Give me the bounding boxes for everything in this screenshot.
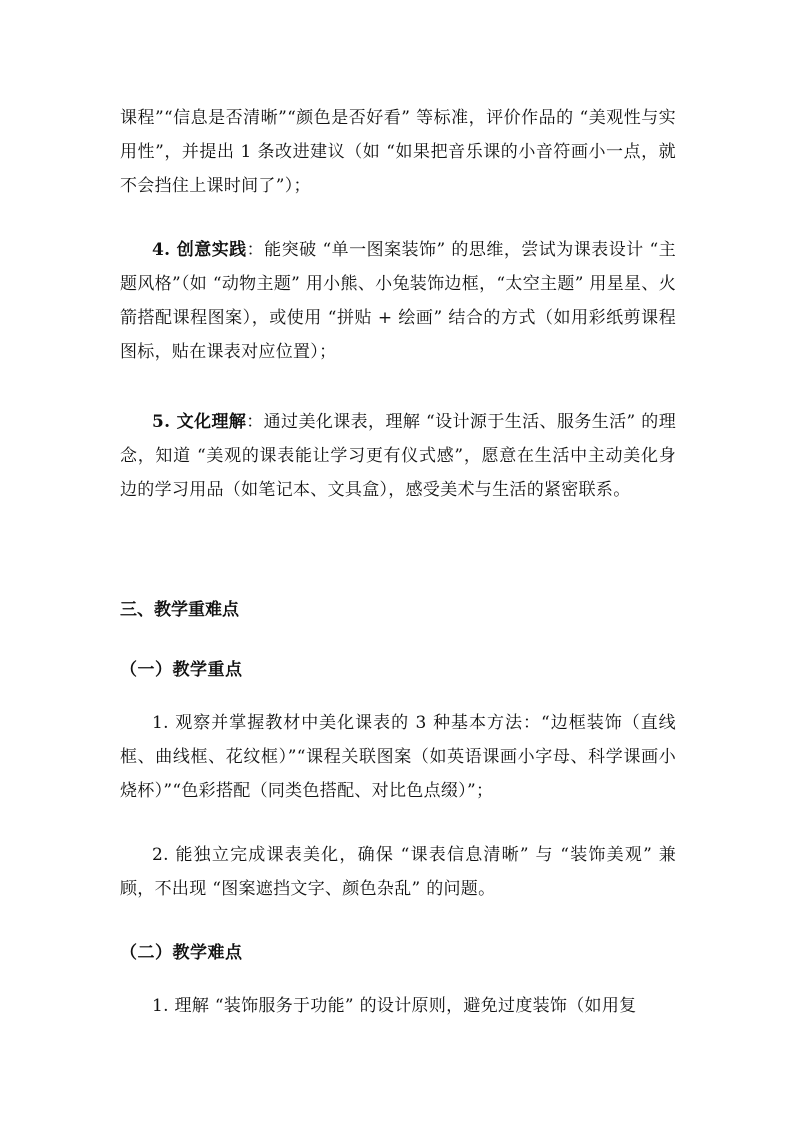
item-number: 1. — [152, 996, 169, 1016]
paragraph-continuation: 课程”“信息是否清晰”“颜色是否好看” 等标准，评价作品的 “美观性与实用性”，并提出 1 条改进建议（如 “如果把音乐课的小音符画小一点，就不会挡住上课时间了”）； — [120, 108, 676, 196]
difficulty-item-1 — [120, 989, 676, 1023]
item-number: 2. — [152, 845, 169, 865]
paragraph-text: ：通过美化课表，理解 “设计源于生活、服务生活” 的理念，知道 “美观的课表能让学习更有仪式感”，愿意在生活中主动美化身边的学习用品（如笔记本、文具盒），感受美术与生活的紧密联系。 — [120, 412, 677, 500]
subsection-heading-key-points: （一）教学重点 — [120, 660, 243, 680]
paragraph-cultural-understanding — [120, 405, 676, 507]
item-text: 理解 “装饰服务于功能” 的设计原则，避免过度装饰（如用复 — [168, 996, 637, 1016]
subsection-heading-difficulties: （二）教学难点 — [120, 943, 243, 963]
item-number: 1. — [152, 713, 169, 733]
paragraph-label: 4. 创意实践 — [152, 240, 247, 260]
paragraph-creative-practice — [120, 233, 676, 369]
key-point-item-1 — [120, 706, 676, 808]
paragraph-text: ：能突破 “单一图案装饰” 的思维，尝试为课表设计 “主题风格”（如 “动物主题” 用小熊、小兔装饰边框，“太空主题” 用星星、火箭搭配课程图案），或使用 “拼贴 + 绘画” 结合的方式（如用彩纸剪课程图标，贴在课表对应位置）； — [120, 240, 677, 362]
paragraph-label: 5. 文化理解 — [152, 412, 247, 432]
section-heading: 三、教学重难点 — [120, 600, 239, 620]
item-text: 观察并掌握教材中美化课表的 3 种基本方法：“边框装饰（直线框、曲线框、花纹框）”“课程关联图案（如英语课画小字母、科学课画小烧杯）”“色彩搭配（同类色搭配、对比色点缀）”； — [120, 713, 676, 801]
key-point-item-2 — [120, 838, 676, 906]
item-text: 能独立完成课表美化，确保 “课表信息清晰” 与 “装饰美观” 兼顾，不出现 “图案遮挡文字、颜色杂乱” 的问题。 — [120, 845, 676, 899]
